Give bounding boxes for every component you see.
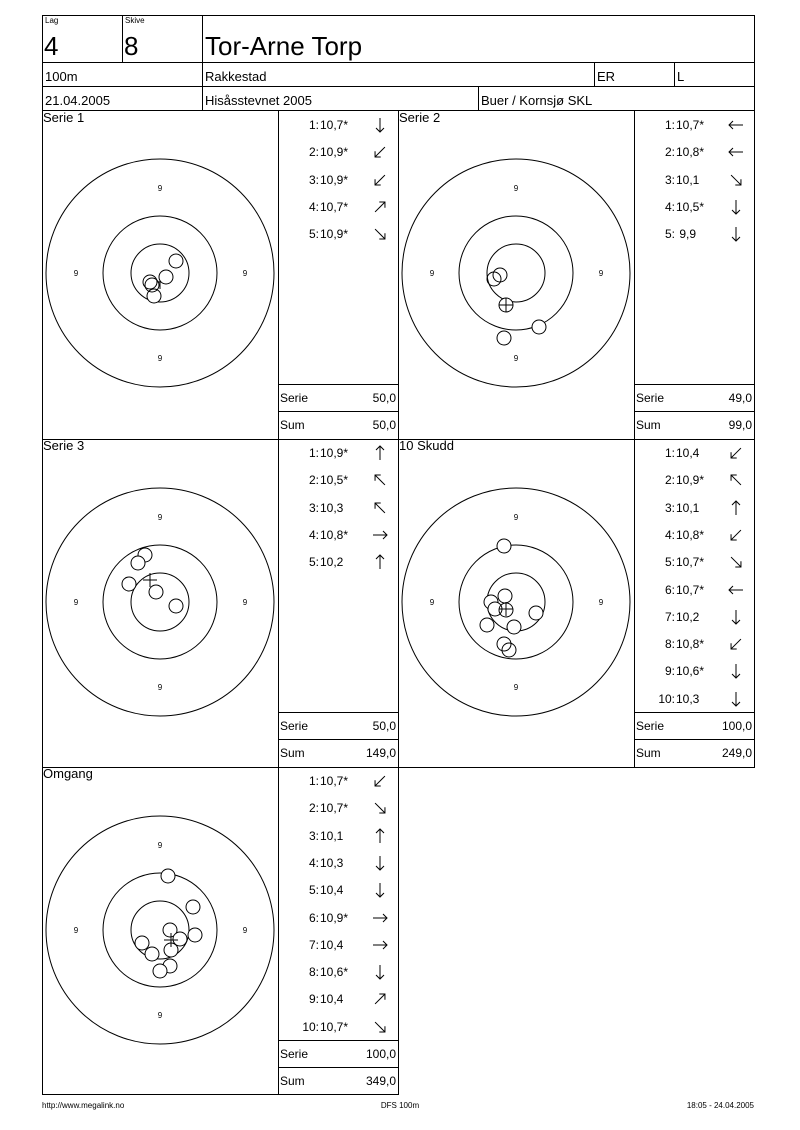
lag-label: Lag (45, 16, 59, 25)
shot-hole (532, 320, 546, 334)
class-code: ER (597, 69, 616, 84)
shot-row (635, 227, 753, 243)
shot-score: 10,9* (320, 145, 349, 160)
down-right-arrow-icon (371, 799, 389, 817)
ring-label: 9 (157, 184, 163, 193)
down-left-arrow-icon (371, 143, 389, 161)
sum-label: Sum (636, 746, 661, 760)
shot-row (635, 528, 753, 544)
shot-row (279, 801, 397, 817)
serie-label: Serie (636, 719, 665, 733)
shot-hole (186, 900, 200, 914)
down-arrow-icon (727, 690, 745, 708)
shot-number: 9: (308, 992, 319, 1007)
center-cross (499, 602, 513, 616)
shot-score: 10,5* (320, 473, 349, 488)
shot-number: 3: (308, 828, 319, 843)
panel-title-omgang: Omgang (43, 766, 93, 781)
ring-label: 9 (242, 926, 248, 935)
down-left-arrow-icon (727, 444, 745, 462)
target-serie-2 (402, 159, 630, 387)
shot-number: 4: (664, 527, 675, 542)
shot-score: 10,2 (320, 555, 344, 570)
shot-number: 7: (308, 937, 319, 952)
event-name: Hisåsstevnet 2005 (205, 93, 312, 108)
shot-score: 10,3 (676, 691, 700, 706)
shot-number: 5: (664, 555, 675, 570)
shot-row (635, 555, 753, 571)
shot-number: 2: (664, 145, 675, 160)
shot-row (279, 883, 397, 899)
sum-value: 50,0 (372, 418, 396, 432)
shot-score: 10,7* (320, 199, 349, 214)
shot-number: 6: (308, 910, 319, 925)
shot-number: 4: (308, 527, 319, 542)
serie-label: Serie (636, 391, 665, 405)
shot-score: 10,4 (676, 446, 700, 460)
shot-score: 10,8* (676, 527, 705, 542)
shot-number: 4: (308, 199, 319, 214)
shot-hole (498, 589, 512, 603)
shot-hole (159, 270, 173, 284)
target-serie-3 (46, 488, 274, 716)
shot-row (635, 173, 753, 189)
serie-value: 50,0 (372, 391, 396, 405)
down-right-arrow-icon (727, 171, 745, 189)
shot-number: 2: (308, 473, 319, 488)
shot-hole (145, 947, 159, 961)
shot-row (279, 145, 397, 161)
shot-number: 3: (308, 500, 319, 515)
shot-score: 10,9* (320, 227, 349, 242)
shot-number: 1: (308, 118, 319, 132)
shot-score: 9,9 (676, 227, 697, 242)
down-arrow-icon (727, 198, 745, 216)
shot-score: 10,4 (320, 937, 344, 952)
location: Buer / Kornsjø SKL (481, 93, 593, 108)
shot-number: 7: (664, 609, 675, 624)
shot-score: 10,7* (676, 118, 705, 132)
sum-label: Sum (636, 418, 661, 432)
shot-number: 3: (664, 500, 675, 515)
shot-row (279, 965, 397, 981)
shot-number: 9: (664, 664, 675, 679)
shot-row (635, 118, 753, 134)
sum-value: 99,0 (728, 418, 752, 432)
class-letter: L (677, 69, 685, 84)
shot-hole (188, 928, 202, 942)
shot-number: 6: (664, 582, 675, 597)
shot-score: 10,3 (320, 855, 344, 870)
down-arrow-icon (727, 662, 745, 680)
down-right-arrow-icon (371, 225, 389, 243)
shot-row (635, 610, 753, 626)
shot-row (279, 829, 397, 845)
shot-row (279, 118, 397, 134)
shot-number: 8: (308, 965, 319, 980)
shot-number: 8: (664, 637, 675, 652)
panel-title-serie-2: Serie 2 (399, 110, 441, 125)
down-left-arrow-icon (371, 772, 389, 790)
shot-row (635, 664, 753, 680)
right-arrow-icon (371, 936, 389, 954)
shot-score: 10,9* (320, 446, 349, 460)
sum-label: Sum (280, 746, 305, 760)
shot-row (635, 473, 753, 489)
left-arrow-icon (727, 581, 745, 599)
shooter-name: Tor-Arne Torp (205, 31, 363, 61)
ring-label: 9 (513, 184, 519, 193)
shot-row (279, 227, 397, 243)
shot-hole (507, 620, 521, 634)
up-arrow-icon (371, 827, 389, 845)
sum-value: 149,0 (365, 746, 396, 760)
shot-row (279, 501, 397, 517)
serie-value: 50,0 (372, 719, 396, 733)
shot-score: 10,7* (676, 582, 705, 597)
ring-label: 9 (157, 513, 163, 522)
shot-row (279, 528, 397, 544)
shot-hole (480, 618, 494, 632)
shot-row (279, 446, 397, 462)
shot-number: 3: (664, 172, 675, 187)
ring-label: 9 (157, 841, 163, 850)
shot-number: 1: (308, 774, 319, 788)
shot-number: 3: (308, 172, 319, 187)
shot-number: 5: (664, 227, 675, 242)
shot-number: 5: (308, 555, 319, 570)
shot-hole (122, 577, 136, 591)
shot-number: 4: (308, 855, 319, 870)
skive-value: 8 (124, 31, 139, 61)
left-arrow-icon (727, 143, 745, 161)
up-right-arrow-icon (371, 990, 389, 1008)
shot-hole (149, 585, 163, 599)
shot-score: 10,7* (676, 555, 705, 570)
shot-row (279, 555, 397, 571)
lag-value: 4 (44, 31, 59, 61)
shot-number: 1: (664, 118, 675, 132)
club: Rakkestad (205, 69, 267, 84)
serie-value: 100,0 (365, 1047, 396, 1061)
shot-row (279, 911, 397, 927)
ring-label: 9 (242, 269, 248, 278)
shot-score: 10,4 (320, 883, 344, 898)
footer-timestamp: 18:05 - 24.04.2005 (686, 1101, 754, 1110)
down-arrow-icon (371, 116, 389, 134)
up-left-arrow-icon (371, 471, 389, 489)
footer-center: DFS 100m (380, 1101, 420, 1110)
shot-score: 10,3 (320, 500, 344, 515)
shot-row (279, 856, 397, 872)
shot-number: 2: (308, 145, 319, 160)
down-right-arrow-icon (727, 553, 745, 571)
shot-score: 10,8* (320, 527, 349, 542)
shot-row (279, 774, 397, 790)
shot-row (279, 938, 397, 954)
shot-number: 10: (658, 691, 675, 706)
shot-score: 10,6* (320, 965, 349, 980)
up-arrow-icon (727, 499, 745, 517)
down-left-arrow-icon (371, 171, 389, 189)
shot-row (279, 200, 397, 216)
serie-label: Serie (280, 719, 309, 733)
down-arrow-icon (371, 881, 389, 899)
up-arrow-icon (371, 553, 389, 571)
shot-score: 10,6* (676, 664, 705, 679)
footer-url: http://www.megalink.no (42, 1101, 125, 1110)
down-right-arrow-icon (371, 1018, 389, 1036)
shot-score: 10,7* (320, 118, 349, 132)
shot-number: 1: (664, 446, 675, 460)
serie-label: Serie (280, 1047, 309, 1061)
down-arrow-icon (371, 854, 389, 872)
shot-score: 10,8* (676, 145, 705, 160)
serie-value: 100,0 (721, 719, 752, 733)
sum-value: 349,0 (365, 1074, 396, 1088)
shot-number: 1: (308, 446, 319, 460)
shot-score: 10,9* (676, 473, 705, 488)
down-left-arrow-icon (727, 635, 745, 653)
shot-score: 10,7* (320, 1019, 349, 1034)
up-left-arrow-icon (371, 499, 389, 517)
shot-hole (529, 606, 543, 620)
shot-score: 10,9* (320, 910, 349, 925)
ring-label: 9 (598, 598, 604, 607)
shot-score: 10,1 (676, 500, 700, 515)
up-left-arrow-icon (727, 471, 745, 489)
sum-label: Sum (280, 418, 305, 432)
panel-title-serie-1: Serie 1 (43, 110, 85, 125)
shot-number: 10: (302, 1019, 319, 1034)
shot-row (635, 637, 753, 653)
shot-row (279, 992, 397, 1008)
target-omgang (46, 816, 274, 1044)
shot-hole (169, 254, 183, 268)
down-arrow-icon (371, 963, 389, 981)
shot-score: 10,1 (676, 172, 700, 187)
shot-hole (497, 331, 511, 345)
shot-row (635, 145, 753, 161)
down-arrow-icon (727, 225, 745, 243)
shot-row (635, 446, 753, 462)
right-arrow-icon (371, 909, 389, 927)
sum-value: 249,0 (721, 746, 752, 760)
shot-number: 4: (664, 199, 675, 214)
shot-hole (135, 936, 149, 950)
up-arrow-icon (371, 444, 389, 462)
shot-score: 10,9* (320, 172, 349, 187)
ring-label: 9 (513, 683, 519, 692)
shot-number: 2: (664, 473, 675, 488)
ring-label: 9 (157, 1011, 163, 1020)
panel-title-serie-3: Serie 3 (43, 438, 85, 453)
shot-hole (497, 637, 511, 651)
shot-row (279, 473, 397, 489)
serie-value: 49,0 (728, 391, 752, 405)
shot-row (635, 692, 753, 708)
date: 21.04.2005 (45, 93, 111, 108)
panel-title-10-skudd: 10 Skudd (399, 438, 454, 453)
target-serie-1 (46, 159, 274, 387)
shot-hole (497, 539, 511, 553)
shot-hole (131, 556, 145, 570)
shot-score: 10,5* (676, 199, 705, 214)
ring-label: 9 (73, 926, 79, 935)
shot-hole (153, 964, 167, 978)
ring-label: 9 (157, 683, 163, 692)
ring-label: 9 (429, 269, 435, 278)
ring-label: 9 (157, 354, 163, 363)
shot-score: 10,7* (320, 774, 349, 788)
ring-label: 9 (513, 354, 519, 363)
left-arrow-icon (727, 116, 745, 134)
shot-score: 10,1 (320, 828, 344, 843)
shot-row (635, 501, 753, 517)
distance: 100m (45, 69, 78, 84)
shot-score: 10,4 (320, 992, 344, 1007)
shot-hole (161, 869, 175, 883)
shot-hole (169, 599, 183, 613)
shot-row (279, 173, 397, 189)
shot-row (635, 583, 753, 599)
ring-label: 9 (429, 598, 435, 607)
shot-score: 10,7* (320, 801, 349, 816)
ring-label: 9 (513, 513, 519, 522)
skive-label: Skive (125, 16, 145, 25)
shot-score: 10,2 (676, 609, 700, 624)
right-arrow-icon (371, 526, 389, 544)
shot-number: 2: (308, 801, 319, 816)
shot-row (635, 200, 753, 216)
shot-number: 5: (308, 883, 319, 898)
ring-label: 9 (598, 269, 604, 278)
shot-number: 5: (308, 227, 319, 242)
sum-label: Sum (280, 1074, 305, 1088)
serie-label: Serie (280, 391, 309, 405)
shot-row (279, 1020, 397, 1036)
shot-score: 10,8* (676, 637, 705, 652)
down-left-arrow-icon (727, 526, 745, 544)
target-10-skudd (402, 488, 630, 716)
ring-label: 9 (73, 269, 79, 278)
up-right-arrow-icon (371, 198, 389, 216)
ring-label: 9 (73, 598, 79, 607)
down-arrow-icon (727, 608, 745, 626)
ring-label: 9 (242, 598, 248, 607)
